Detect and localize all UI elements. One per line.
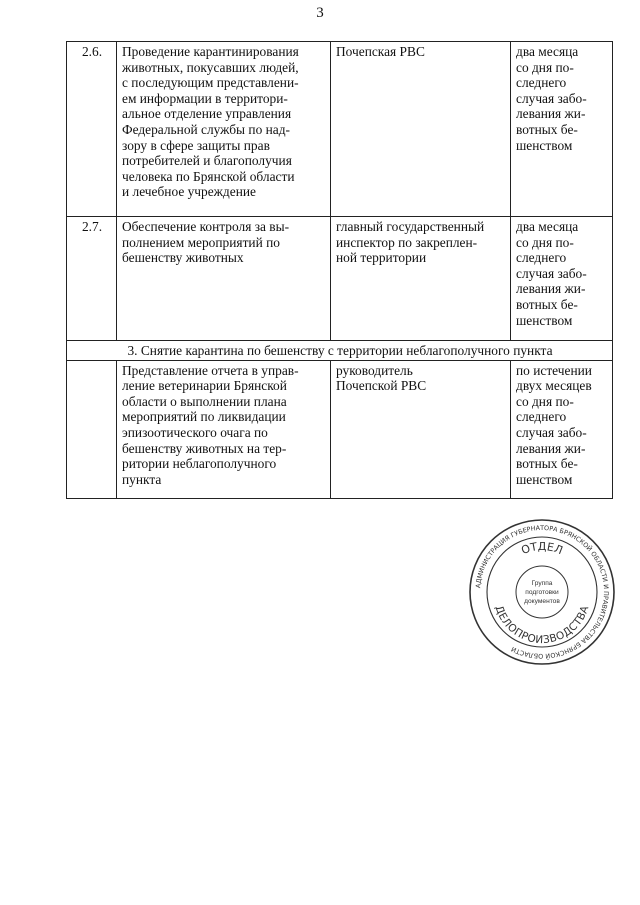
table-row (67, 360, 613, 498)
stamp-top-text: ОТДЕЛ (519, 539, 565, 558)
row-number: 2.6. (67, 42, 117, 217)
action-text: Проведение карантинирования животных, покусавших людей, с последующим представлени- ем информации в территори- альное отделение управления Федеральной службы по над- зору в сфере защиты прав потребителей и благополучия человека по Брянской области и лечебное учреждение (122, 44, 299, 200)
deadline-cell (511, 42, 613, 217)
responsible-text: руководитель Почепской РВС (336, 362, 427, 394)
responsible-cell (331, 42, 511, 217)
action-text: Обеспечение контроля за вы- полнением мероприятий по бешенству животных (122, 219, 290, 266)
action-cell (117, 217, 331, 341)
table-row (67, 217, 613, 341)
office-stamp (467, 517, 617, 667)
deadline-cell (511, 217, 613, 341)
row-number: 2.7. (67, 217, 117, 341)
responsible-text: главный государственный инспектор по закреплен- ной территории (336, 219, 485, 266)
responsible-text: Почепская РВС (336, 44, 425, 59)
measures-table (66, 41, 613, 499)
table-row (67, 42, 613, 217)
stamp-center-line: Группа (531, 580, 553, 587)
stamp-center-line: подготовки (525, 589, 559, 596)
page-number: 3 (316, 5, 324, 21)
deadline-text: два месяца со дня по- следнего случая забо- левания жи- вотных бе- шенством (516, 44, 587, 153)
stamp-outer-text: АДМИНИСТРАЦИЯ ГУБЕРНАТОРА БРЯНСКОЙ ОБЛАСТИ И ПРАВИТЕЛЬСТВА БРЯНСКОЙ ОБЛАСТИ (474, 523, 611, 661)
section-row (67, 341, 613, 361)
stamp-bottom-text: ДЕЛОПРОИЗВОДСТВА (492, 603, 592, 647)
row-number (67, 360, 117, 498)
deadline-text: по истечении двух месяцев со дня по- следнего случая забо- левания жи- вотных бе- шенством (516, 362, 592, 487)
action-cell (117, 360, 331, 498)
deadline-cell (511, 360, 613, 498)
action-cell (117, 42, 331, 217)
action-text: Представление отчета в управ- ление ветеринарии Брянской области о выполнении плана мероприятий по ликвидации эпизоотического очага по бешенству животных на тер- ритории неблагополучного пункта (122, 362, 299, 487)
section-title: 3. Снятие карантина по бешенству с территории неблагополучного пункта (67, 341, 613, 361)
responsible-cell (331, 217, 511, 341)
responsible-cell (331, 360, 511, 498)
deadline-text: два месяца со дня по- следнего случая забо- левания жи- вотных бе- шенством (516, 219, 587, 328)
stamp-center-line: документов (524, 598, 560, 605)
